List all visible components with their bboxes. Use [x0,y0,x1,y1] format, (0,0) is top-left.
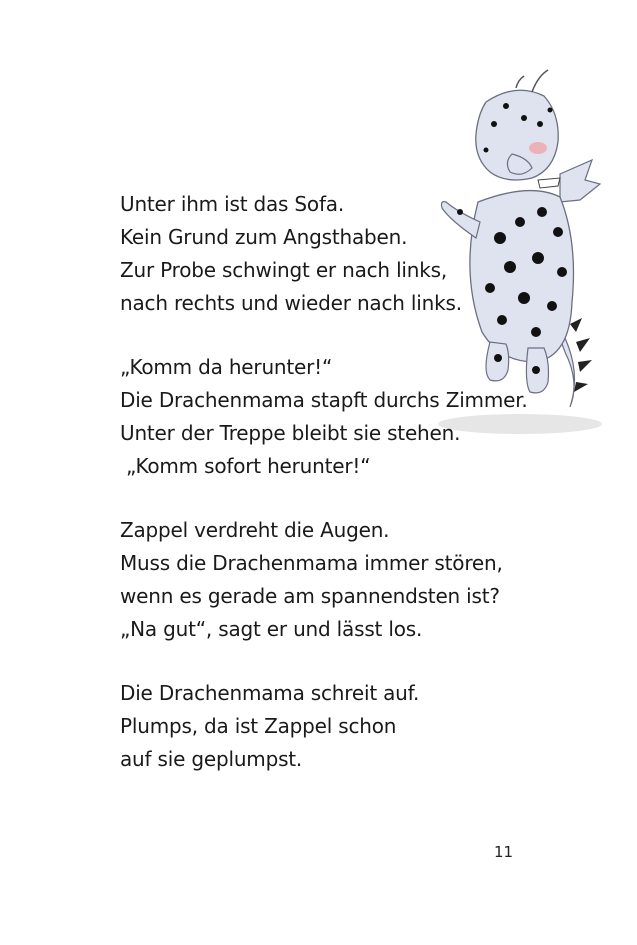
text-line: Zur Probe schwingt er nach links, [120,258,448,282]
text-line: Unter der Treppe bleibt sie stehen. [120,421,461,445]
text-line: Die Drachenmama schreit auf. [120,681,420,705]
text-line: nach rechts und wieder nach links. [120,291,462,315]
text-line: Kein Grund zum Angsthaben. [120,225,408,249]
text-line: „Na gut“, sagt er und lässt los. [120,617,423,641]
stanza-2 [120,351,540,483]
text-line: „Komm sofort herunter!“ [126,454,371,478]
text-line: Plumps, da ist Zappel schon [120,714,397,738]
text-line: wenn es gerade am spannendsten ist? [120,584,500,608]
story-text [120,188,540,807]
text-line: auf sie geplumpst. [120,747,303,771]
text-line: Zappel verdreht die Augen. [120,518,390,542]
text-line: Die Drachenmama stapft durchs Zimmer. [120,388,528,412]
text-line: „Komm da herunter!“ [120,355,333,379]
stanza-4 [120,677,540,776]
stanza-1 [120,188,540,320]
page-number: 11 [494,843,514,861]
stanza-3 [120,514,540,646]
text-line: Unter ihm ist das Sofa. [120,192,345,216]
text-line: Muss die Drachenmama immer stören, [120,551,503,575]
